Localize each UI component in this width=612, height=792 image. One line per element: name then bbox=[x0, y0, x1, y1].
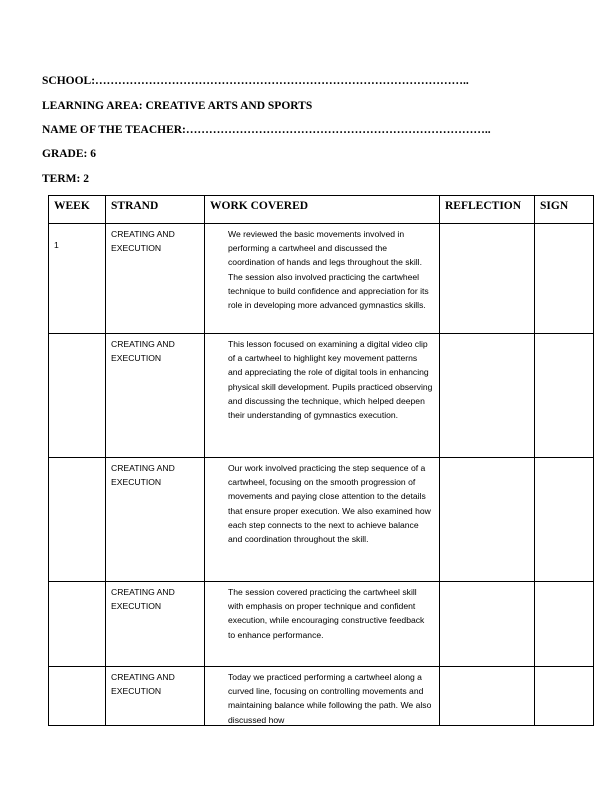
week-cell bbox=[49, 582, 106, 667]
table-row bbox=[49, 458, 594, 582]
work-covered-cell bbox=[205, 458, 440, 582]
teacher-name-field: NAME OF THE TEACHER:…………………………………………………………………….. bbox=[42, 124, 491, 136]
table-row bbox=[49, 224, 594, 334]
column-header-sign: SIGN bbox=[535, 196, 594, 224]
work-covered-text: The session covered practicing the cartwheel skill with emphasis on proper technique and confident execution, while encouraging constructive feedback to enhance performance. bbox=[228, 587, 425, 640]
week-cell bbox=[49, 224, 106, 334]
week-cell bbox=[49, 667, 106, 726]
work-covered-cell bbox=[205, 334, 440, 458]
table-header-row bbox=[49, 196, 594, 224]
table-row bbox=[49, 582, 594, 667]
week-text bbox=[49, 458, 105, 472]
table-row bbox=[49, 334, 594, 458]
week-cell bbox=[49, 334, 106, 458]
strand-text: CREATING AND EXECUTION bbox=[111, 339, 175, 364]
work-covered-text: We reviewed the basic movements involved in performing a cartwheel and discussed the coordination of hands and legs throughout the skill. The session also involved practicing the cartwheel technique to build confidence and appreciation for its role in developing more advanced gymnastics skills. bbox=[228, 229, 429, 311]
sign-cell bbox=[535, 667, 594, 726]
sign-cell bbox=[535, 458, 594, 582]
column-header-reflection: REFLECTION bbox=[440, 196, 535, 224]
term-label: TERM: 2 bbox=[42, 173, 89, 185]
table-row bbox=[49, 667, 594, 726]
reflection-cell bbox=[440, 667, 535, 726]
strand-text: CREATING AND EXECUTION bbox=[111, 463, 175, 488]
strand-cell bbox=[106, 224, 205, 334]
strand-cell bbox=[106, 334, 205, 458]
reflection-cell bbox=[440, 334, 535, 458]
column-header-week: WEEK bbox=[49, 196, 106, 224]
strand-cell bbox=[106, 667, 205, 726]
strand-text: CREATING AND EXECUTION bbox=[111, 672, 175, 697]
grade-label: GRADE: 6 bbox=[42, 148, 96, 160]
work-covered-table bbox=[48, 195, 594, 726]
week-text bbox=[49, 667, 105, 681]
sign-cell bbox=[535, 224, 594, 334]
sign-cell bbox=[535, 334, 594, 458]
strand-cell bbox=[106, 582, 205, 667]
reflection-cell bbox=[440, 582, 535, 667]
work-covered-cell bbox=[205, 582, 440, 667]
week-text bbox=[49, 582, 105, 596]
learning-area-heading: LEARNING AREA: CREATIVE ARTS AND SPORTS bbox=[42, 100, 313, 112]
school-field: SCHOOL:…………………………………………………………………………………….. bbox=[42, 75, 469, 87]
week-cell bbox=[49, 458, 106, 582]
strand-text: CREATING AND EXECUTION bbox=[111, 587, 175, 612]
reflection-cell bbox=[440, 458, 535, 582]
work-covered-cell bbox=[205, 667, 440, 726]
work-covered-text: This lesson focused on examining a digital video clip of a cartwheel to highlight key movement patterns and appreciating the role of digital tools in enhancing physical skill development. Pupils practiced observing and discussing the technique, which helped deepen their understanding of gymnastics execution. bbox=[228, 339, 433, 421]
reflection-cell bbox=[440, 224, 535, 334]
strand-text: CREATING AND EXECUTION bbox=[111, 229, 175, 254]
work-covered-text: Our work involved practicing the step sequence of a cartwheel, focusing on the smooth progression of movements and paying close attention to the details that ensure proper execution. We also examined how each step connects to the next to achieve balance and coordination throughout the skill. bbox=[228, 463, 431, 545]
sign-cell bbox=[535, 582, 594, 667]
column-header-work-covered: WORK COVERED bbox=[205, 196, 440, 224]
week-text bbox=[49, 334, 105, 348]
week-text: 1 bbox=[54, 240, 59, 250]
strand-cell bbox=[106, 458, 205, 582]
work-covered-cell bbox=[205, 224, 440, 334]
column-header-strand: STRAND bbox=[106, 196, 205, 224]
work-covered-text: Today we practiced performing a cartwheel along a curved line, focusing on controlling movements and maintaining balance while following the path. We also discussed how bbox=[228, 672, 432, 725]
